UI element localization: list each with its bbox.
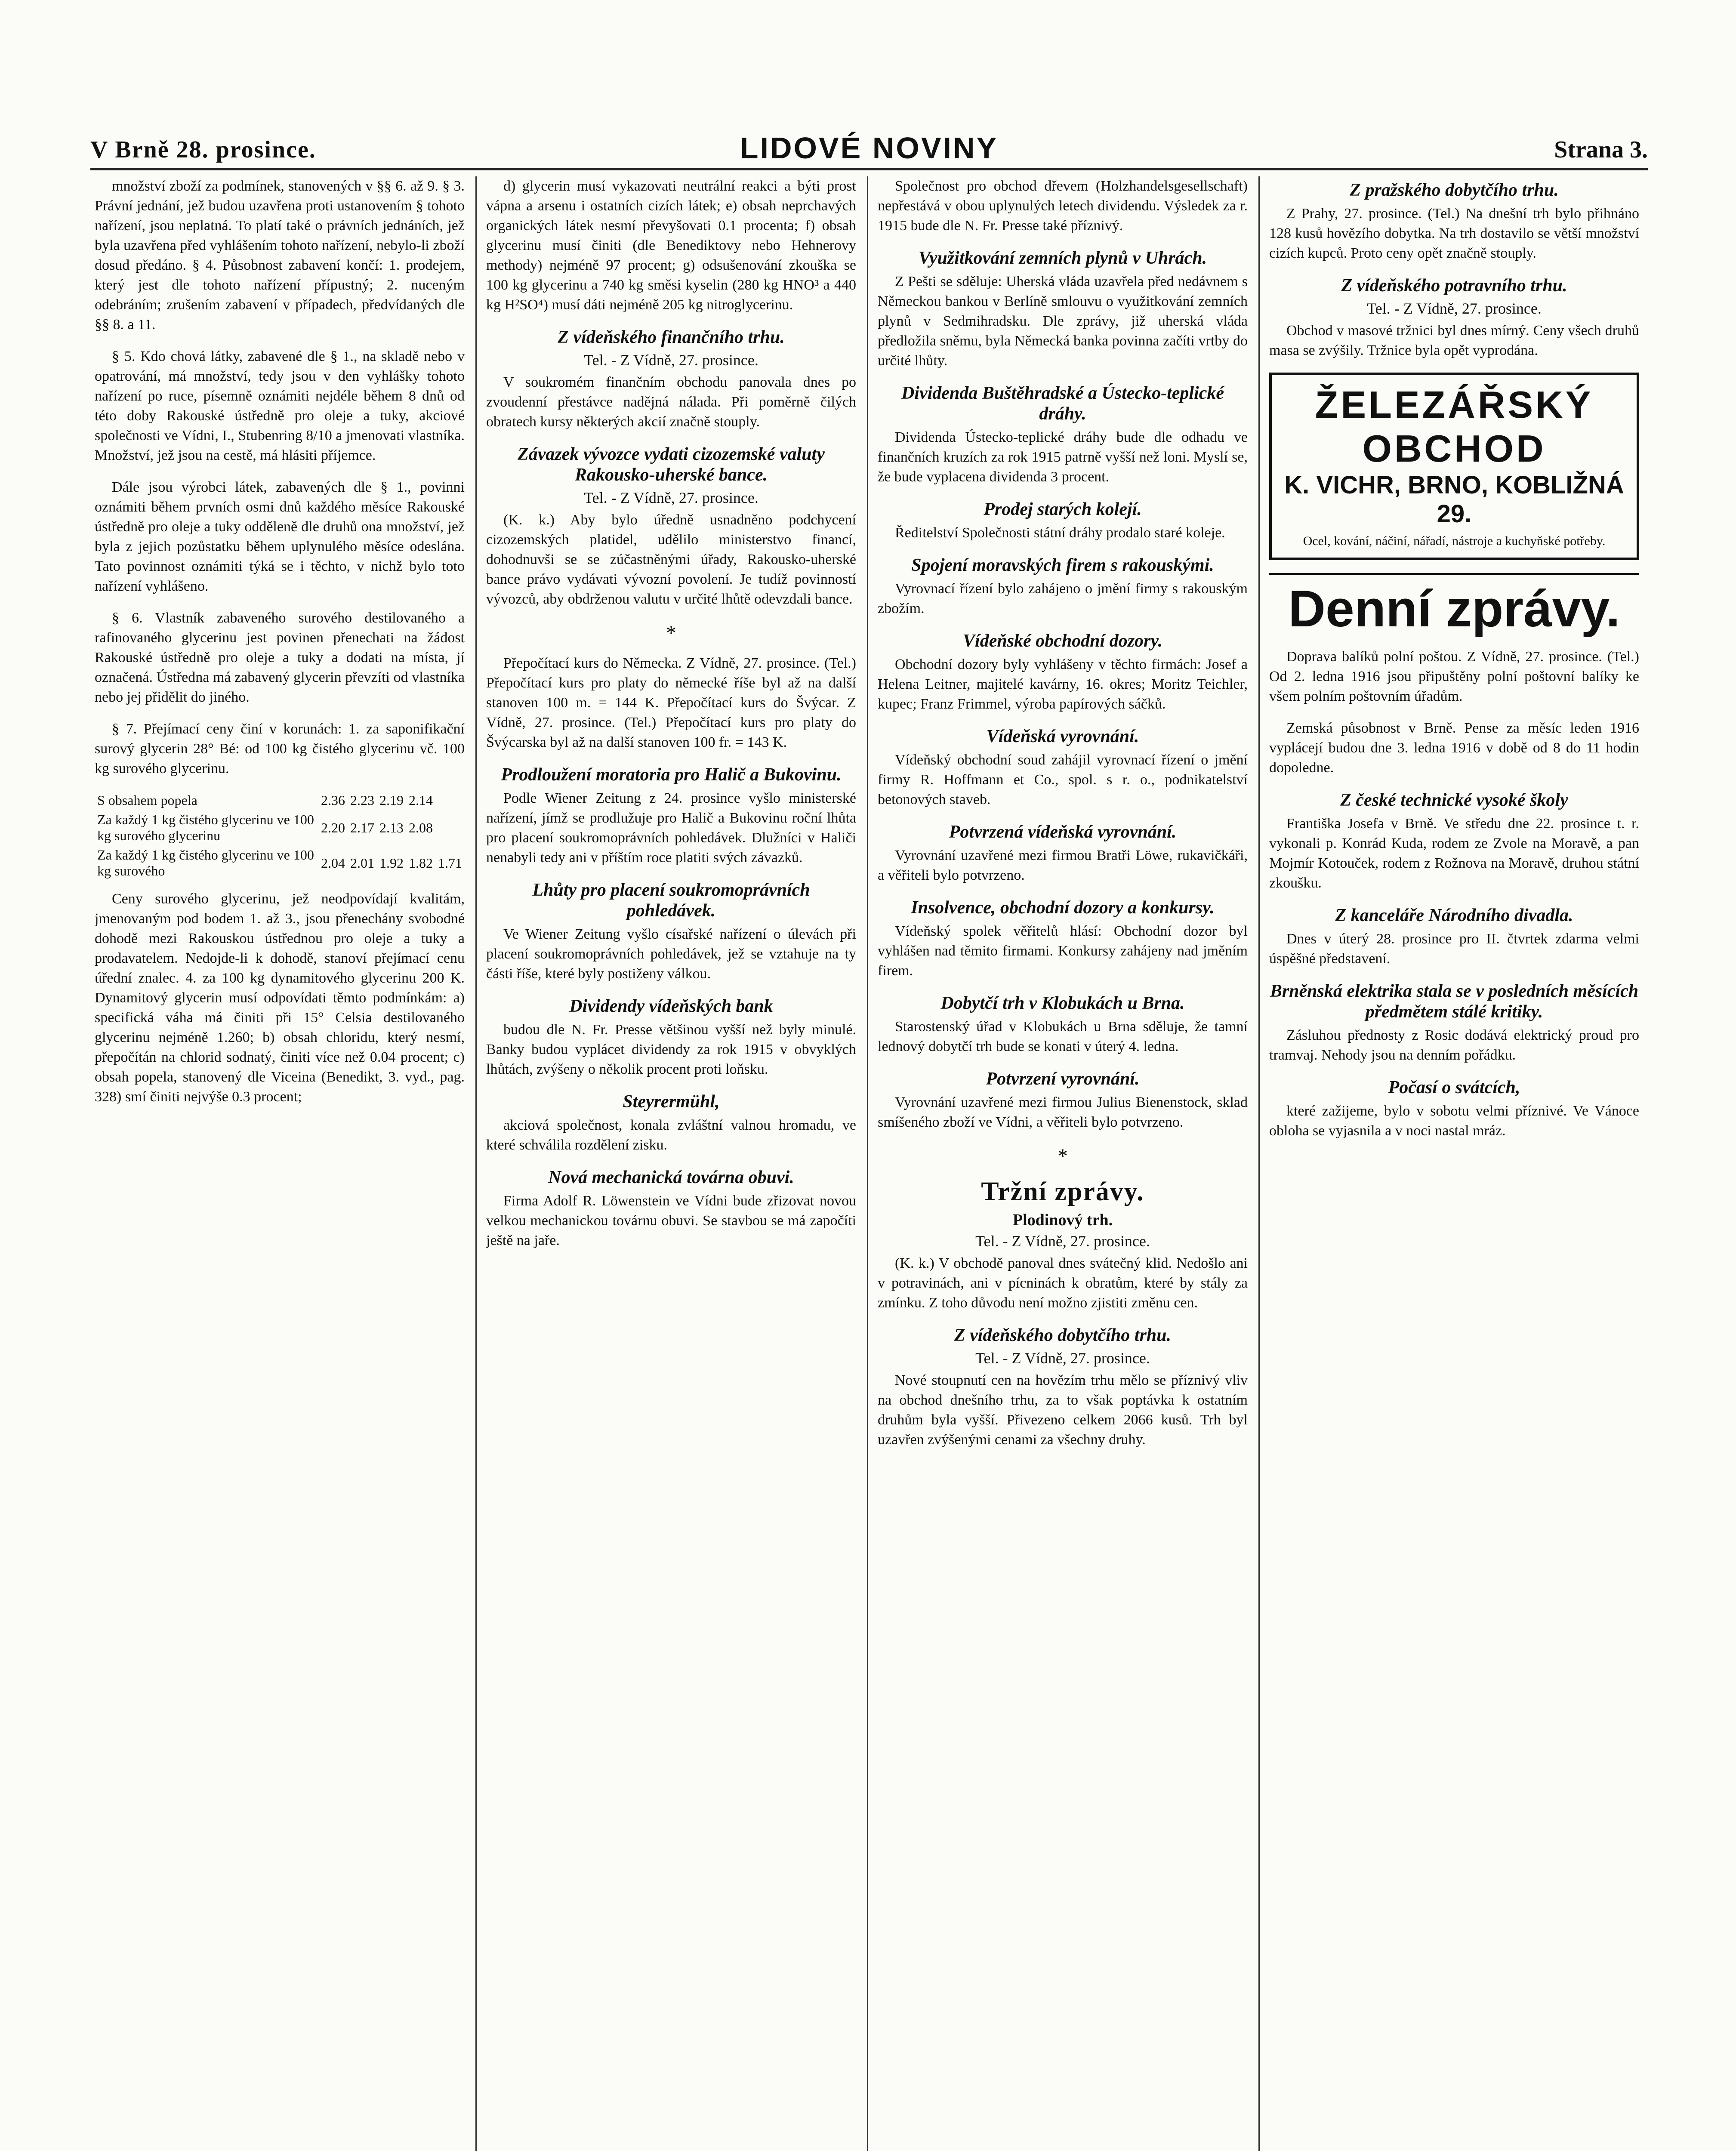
article: Z pražského dobytčího trhu. Z Prahy, 27. prosince. (Tel.) Na dnešní trh bylo přihnáno 128 kusů hovězího dobytka. Na trh dostavilo se větší množství cizích kupců. Proto ceny opět značně stouply. xyxy=(1269,180,1639,261)
article: Přepočítací kurs do Německa. Z Vídně, 27. prosince. (Tel.) Přepočítací kurs pro platy do německé říše byl až na další stanoven 100 m. = 144 K. Přepočítací kurs do Švýcar. Z Vídně, 27. prosince. (Tel.) Přepočítací kurs pro platy do Švýcarska byl až na další stanoven 100 fr. = 143 K. xyxy=(486,655,856,750)
header-date: V Brně 28. prosince. xyxy=(90,136,316,163)
article: Lhůty pro placení soukromoprávních pohledávek. Ve Wiener Zeitung vyšlo císařské nařízení o úlevách při placení soukromoprávních pohledávek, jež se vztahuje na ty části říše, které byly postiženy válkou. xyxy=(486,880,856,982)
article: Společnost pro obchod dřevem (Holzhandelsgesellschaft) nepřestává v obou uplynulých letech dividendu. Výsledek za r. 1915 bude dle N. Fr. Presse také příznivý. xyxy=(878,178,1248,234)
column-divider xyxy=(475,176,477,2151)
article-byline: Tel. - Z Vídně, 27. prosince. xyxy=(584,489,759,506)
article-byline: Tel. - Z Vídně, 27. prosince. xyxy=(1367,300,1542,317)
article: Nová mechanická továrna obuvi. Firma Adolf R. Löwenstein ve Vídni bude zřizovat novou velkou mechanickou továrnu obuvi. Se stavbou se má započíti ještě na jaře. xyxy=(486,1168,856,1248)
table-row: S obsahem popela 2.36 2.23 2.19 2.14 xyxy=(97,792,433,808)
article: § 6. Vlastník zabaveného surového destilovaného a rafinovaného glycerinu jest povinen přenechati na žádost Rakouské ústředně pro oleje a tuky a dodati na místa, jí označená. Ústředna má zabavený glycerin převzíti od vlastníka nebo jej přidělit do jiného. xyxy=(95,610,465,705)
price-table xyxy=(95,791,465,881)
article: Z vídeňského finančního trhu. Tel. - Z Vídně, 27. prosince. V soukromém finančním obchodu panovala dnes po zvoudenní přestávce nadějná nálada. Při poměrně čilých obratech kursy některých akcií značně stouply. xyxy=(486,327,856,430)
article-headline: Steyrermühl, xyxy=(623,1092,720,1112)
article: Insolvence, obchodní dozory a konkursy. Vídeňský spolek věřitelů hlásí: Obchodní dozor byl vyhlášen nad těmito firmami. Konkursy zahájeny nad jměním firem. xyxy=(878,898,1248,979)
advertisement xyxy=(1269,373,1639,560)
article-headline: Z kanceláře Národního divadla. xyxy=(1335,906,1573,925)
article: Dále jsou výrobci látek, zabavených dle § 1., povinni oznámiti během prvních osmi dnů každého měsíce Rakouské ústředně pro oleje a tuky odděleně dle druhů ona množství, jež byla z jejich pozůstatku během uplynulého měsíce odeslána. Tato povinnost oznámiti týká se i těchto, v nichž bylo toto nařízení vyhlášeno. xyxy=(95,479,465,594)
table-row: Za každý 1 kg čistého glycerinu ve 100 kg surového glycerinu 2.20 2.17 2.13 2.08 xyxy=(97,812,433,843)
article-headline: Z pražského dobytčího trhu. xyxy=(1350,180,1559,200)
article-headline: Z vídeňského potravního trhu. xyxy=(1341,276,1567,296)
article: Steyrermühl, akciová společnost, konala zvláštní valnou hromadu, ve které schválila rozdělení zisku. xyxy=(486,1092,856,1153)
article-headline: Závazek vývozce vydati cizozemské valuty Rakousko-uherské bance. xyxy=(518,444,825,485)
page-number: Strana 3. xyxy=(1554,136,1648,163)
column-divider xyxy=(1258,176,1260,2151)
column-4 xyxy=(1269,176,1639,2151)
article: Ceny surového glycerinu, jež neodpovídají kvalitám, jmenovaným pod bodem 1. až 3., jsou přenechány svobodné dohodě mezi Rakouskou ústřednou pro oleje a tuky a prodavatelem. Nedojde-li k dohodě, stanoví přejímací cenu úřední znalec. 4. za 100 kg dynamitového glycerinu 200 K. Dynamitový glycerin musí odpovídati těmto podmínkám: a) specifická váha má činiti při 15° Celsia destilovaného glycerinu nejméně 1.260; b) obsah chloridu, který nesmí, přepočítán na chlorid sodnatý, činiti více než 0.04 procent; c) obsah popela, stanovený dle Viceina (Benedikt, 3. vyd., pag. 328) smí činiti nejvýše 0.3 procent; xyxy=(95,891,465,1105)
article-headline: Lhůty pro placení soukromoprávních pohledávek. xyxy=(532,880,810,921)
article: Dividendy vídeňských bank budou dle N. Fr. Presse většinou vyšší než byly minulé. Banky budou vyplácet dividendy za rok 1915 v obvyklých lhůtách, zvýšeny o několik procent proti loňsku. xyxy=(486,996,856,1077)
article-headline: Vídeňská vyrovnání. xyxy=(986,727,1139,746)
article-headline: Z vídeňského dobytčího trhu. xyxy=(954,1325,1172,1345)
article-byline: Tel. - Z Vídně, 27. prosince. xyxy=(584,351,759,369)
article: Dobytčí trh v Klobukách u Brna. Starostenský úřad v Klobukách u Brna sděluje, že tamní lednový dobytčí trh bude se konati v úterý 4. ledna. xyxy=(878,993,1248,1054)
article: Vídeňská vyrovnání. Vídeňský obchodní soud zahájil vyrovnací řízení o jmění firmy R. Hoffmann et Co., spol. s r. o., podnikatelství betonových staveb. xyxy=(878,727,1248,807)
article-headline: Brněnská elektrika stala se v posledních měsících předmětem stálé kritiky. xyxy=(1270,981,1639,1022)
article-headline: Vídeňské obchodní dozory. xyxy=(963,631,1162,651)
article: § 5. Kdo chová látky, zabavené dle § 1., na skladě nebo v opatrování, má množství, tedy jsou v den vyhlášky tohoto nařízení po ruce, písemně oznámiti nejdéle během 8 dnů od této doby Rakouské ústředně pro oleje a tuky, akciové společnosti ve Vídni, I., Stubenring 8/10 a jmenovati vlastníka. Množství, jež jsou na cestě, má hlásiti příjemce. xyxy=(95,348,465,463)
section-title: Denní zprávy. xyxy=(1269,573,1639,638)
separator-star: * xyxy=(666,622,676,644)
article-byline: Tel. - Z Vídně, 27. prosince. xyxy=(975,1233,1150,1250)
article: Potvrzení vyrovnání. Vyrovnání uzavřené mezi firmou Julius Bienenstock, sklad smíšeného zboží ve Vídni, a věřiteli bylo potvrzeno. xyxy=(878,1069,1248,1130)
article: Zemská působnost v Brně. Pense za měsíc leden 1916 vyplácejí budou dne 3. ledna 1916 v době od 8 do 11 hodin dopoledne. xyxy=(1269,720,1639,776)
article-headline: Insolvence, obchodní dozory a konkursy. xyxy=(911,898,1215,918)
article: Závazek vývozce vydati cizozemské valuty Rakousko-uherské bance. Tel. - Z Vídně, 27. prosince. (K. k.) Aby bylo úředně usnadněno podchycení cizozemských platidel, udělilo ministerstvo financí, dohodnuvši se se zúčastněnými úřady, Rakousko-uherské bance právo vydávati vývozní povolení. Je tudíž povinností vývozců, aby obdrženou valutu v určité lhůtě odevzdali bance. xyxy=(486,444,856,607)
ad-title: ŽELEZÁŘSKÝ OBCHOD xyxy=(1315,383,1594,470)
article: d) glycerin musí vykazovati neutrální reakci a býti prost vápna a arsenu i ostatních cizích látek; e) obsah neprchavých organických látek nesmí převyšovati 0.1 procenta; f) obsah glycerinu musí činiti (dle Benediktovy nebo Hehnerovy methody) nejméně 97 procent; g) odsušenování zkouška se 100 kg glycerinu a 740 kg směsi kyselin (280 kg HNO³ a 440 kg H²SO⁴) musí dáti nejméně 205 kg nitroglycerinu. xyxy=(486,178,856,313)
column-3 xyxy=(878,176,1248,2151)
article: Vídeňské obchodní dozory. Obchodní dozory byly vyhlášeny v těchto firmách: Josef a Helena Leitner, majitelé kavárny, 16. okres; Moritz Teichler, kupec; Franz Frimmel, výroba papírových sáčků. xyxy=(878,631,1248,712)
article-headline: Spojení moravských firem s rakouskými. xyxy=(911,555,1214,575)
article-headline: Využitkování zemních plynů v Uhrách. xyxy=(918,248,1207,268)
article: Dividenda Buštěhradské a Ústecko-teplické dráhy. Dividenda Ústecko-teplické dráhy bude dle odhadu ve finančních kruzích za rok 1915 patrně vyšší než loni. Myslí se, že bude vyplacena dividenda 3 procent. xyxy=(878,383,1248,485)
article-headline: Dividendy vídeňských bank xyxy=(569,996,773,1016)
article: Spojení moravských firem s rakouskými. Vyrovnací řízení bylo zahájeno o jmění firmy s rakouským zbožím. xyxy=(878,555,1248,616)
ad-subtitle: K. VICHR, BRNO, KOBLIŽNÁ 29. xyxy=(1284,471,1624,528)
article: Počasí o svátcích, které zažijeme, bylo v sobotu velmi příznivé. Ve Vánoce obloha se vyjasnila a v noci nastal mráz. xyxy=(1269,1078,1639,1139)
article-headline: Prodloužení moratoria pro Halič a Bukovinu. xyxy=(501,765,842,785)
article: Z vídeňského dobytčího trhu. Tel. - Z Vídně, 27. prosince. Nové stoupnutí cen na hovězím trhu mělo se příznivý vliv na obchod dnešního trhu, za to však poptávka k ostatním druhům byla vyšší. Přivezeno celkem 2066 kusů. Trh byl uzavřen zvýšenými cenami za všechny druhy. xyxy=(878,1325,1248,1448)
article: Potvrzená vídeňská vyrovnání. Vyrovnání uzavřené mezi firmou Bratři Löwe, rukavičkáři, a věřiteli bylo potvrzeno. xyxy=(878,822,1248,883)
ad-text: Ocel, kování, náčiní, nářadí, nástroje a kuchyňské potřeby. xyxy=(1303,534,1606,548)
article-headline: Potvrzená vídeňská vyrovnání. xyxy=(949,822,1177,842)
article-headline: Počasí o svátcích, xyxy=(1388,1078,1520,1097)
article-byline: Tel. - Z Vídně, 27. prosince. xyxy=(975,1350,1150,1367)
masthead xyxy=(90,116,1648,170)
article-headline: Potvrzení vyrovnání. xyxy=(986,1069,1140,1089)
article: § 7. Přejímací ceny činí v korunách: 1. za saponifikační surový glycerin 28° Bé: od 100 kg čistého glycerinu vč. 100 kg surového glycerinu. xyxy=(95,721,465,777)
column-2 xyxy=(486,176,856,2151)
article: Prodej starých kolejí. Ředitelství Společnosti státní dráhy prodalo staré koleje. xyxy=(878,499,1248,543)
newspaper-title: LIDOVÉ NOVINY xyxy=(740,131,999,165)
column-1 xyxy=(95,176,465,2151)
article: Prodloužení moratoria pro Halič a Bukovinu. Podle Wiener Zeitung z 24. prosince vyšlo ministerské nařízení, jímž se prodlužuje pro Halič a Bukovinu roční lhůta pro placení soukromoprávních pohledávek. Dlužníci v Haliči nenabyli tedy ani v příštím roce platiti svých závazků. xyxy=(486,765,856,866)
article: Tržní zprávy. Plodinový trh. Tel. - Z Vídně, 27. prosince. (K. k.) V obchodě panoval dnes svátečný klid. Nedošlo ani v potravinách, ani v pícninách k obratům, které by stály za zmínku. Z toho důvodu není možno zjistiti změnu cen. xyxy=(878,1177,1248,1311)
article: Z české technické vysoké školy Františka Josefa v Brně. Ve středu dne 22. prosince t. r. vykonali p. Konrád Kuda, rodem ze Zvole na Moravě, a pan Mojmír Kotouček, rodem z Rožnova na Moravě, druhou státní zkoušku. xyxy=(1269,790,1639,891)
article-headline: Z české technické vysoké školy xyxy=(1340,790,1568,810)
article: Z vídeňského potravního trhu. Tel. - Z Vídně, 27. prosince. Obchod v masové tržnici byl dnes mírný. Ceny všech druhů masa se zvýšily. Tržnice byla opět vyprodána. xyxy=(1269,276,1639,358)
article-headline: Dividenda Buštěhradské a Ústecko-teplické dráhy. xyxy=(901,383,1224,424)
separator-star: * xyxy=(1058,1145,1068,1168)
column-divider xyxy=(867,176,868,2151)
article-headline: Prodej starých kolejí. xyxy=(984,499,1142,519)
article-headline: Z vídeňského finančního trhu. xyxy=(558,327,785,347)
table-row: Za každý 1 kg čistého glycerinu ve 100 kg surového 2.04 2.01 1.92 1.82 1.71 xyxy=(97,847,462,878)
article: Využitkování zemních plynů v Uhrách. Z Pešti se sděluje: Uherská vláda uzavřela před nedávnem s Německou bankou v Berlíně smlouvu o využitkování zemních plynů v Sedmihradsku. Dle zprávy, již uherská vláda předložila sněmu, byla Německá banka povinna začíti vrtby do určité lhůty. xyxy=(878,248,1248,369)
article: Doprava balíků polní poštou. Z Vídně, 27. prosince. (Tel.) Od 2. ledna 1916 jsou připuštěny polní poštovní balíky ke všem polním poštovním úřadům. xyxy=(1269,649,1639,704)
article: Z kanceláře Národního divadla. Dnes v úterý 28. prosince pro II. čtvrtek zdarma velmi úspěšné představení. xyxy=(1269,906,1639,967)
section-headline: Tržní zprávy. xyxy=(981,1177,1144,1206)
article: Brněnská elektrika stala se v posledních měsících předmětem stálé kritiky. Zásluhou přednosty z Rosic dodává elektrický proud pro tramvaj. Nehody jsou na denním pořádku. xyxy=(1269,981,1639,1063)
article-headline: Dobytčí trh v Klobukách u Brna. xyxy=(940,993,1185,1013)
article-headline: Nová mechanická továrna obuvi. xyxy=(548,1168,794,1187)
article: množství zboží za podmínek, stanovených v §§ 6. až 9. § 3. Právní jednání, jež budou uzavřena proti ustanovením § tohoto nařízení, jsou neplatná. To platí také o právních jednáních, jež byla uzavřena před vyhlášením tohoto nařízení, nebylo-li zboží dosud předáno. § 4. Působnost zabavení končí: 1. prodejem, který jest dle tohoto nařízení přípustný; 2. nuceným odebráním; zrušením zabavení v případech, předvídaných dle §§ 8. a 11. xyxy=(95,178,465,333)
article-subheadline: Plodinový trh. xyxy=(1012,1211,1113,1229)
